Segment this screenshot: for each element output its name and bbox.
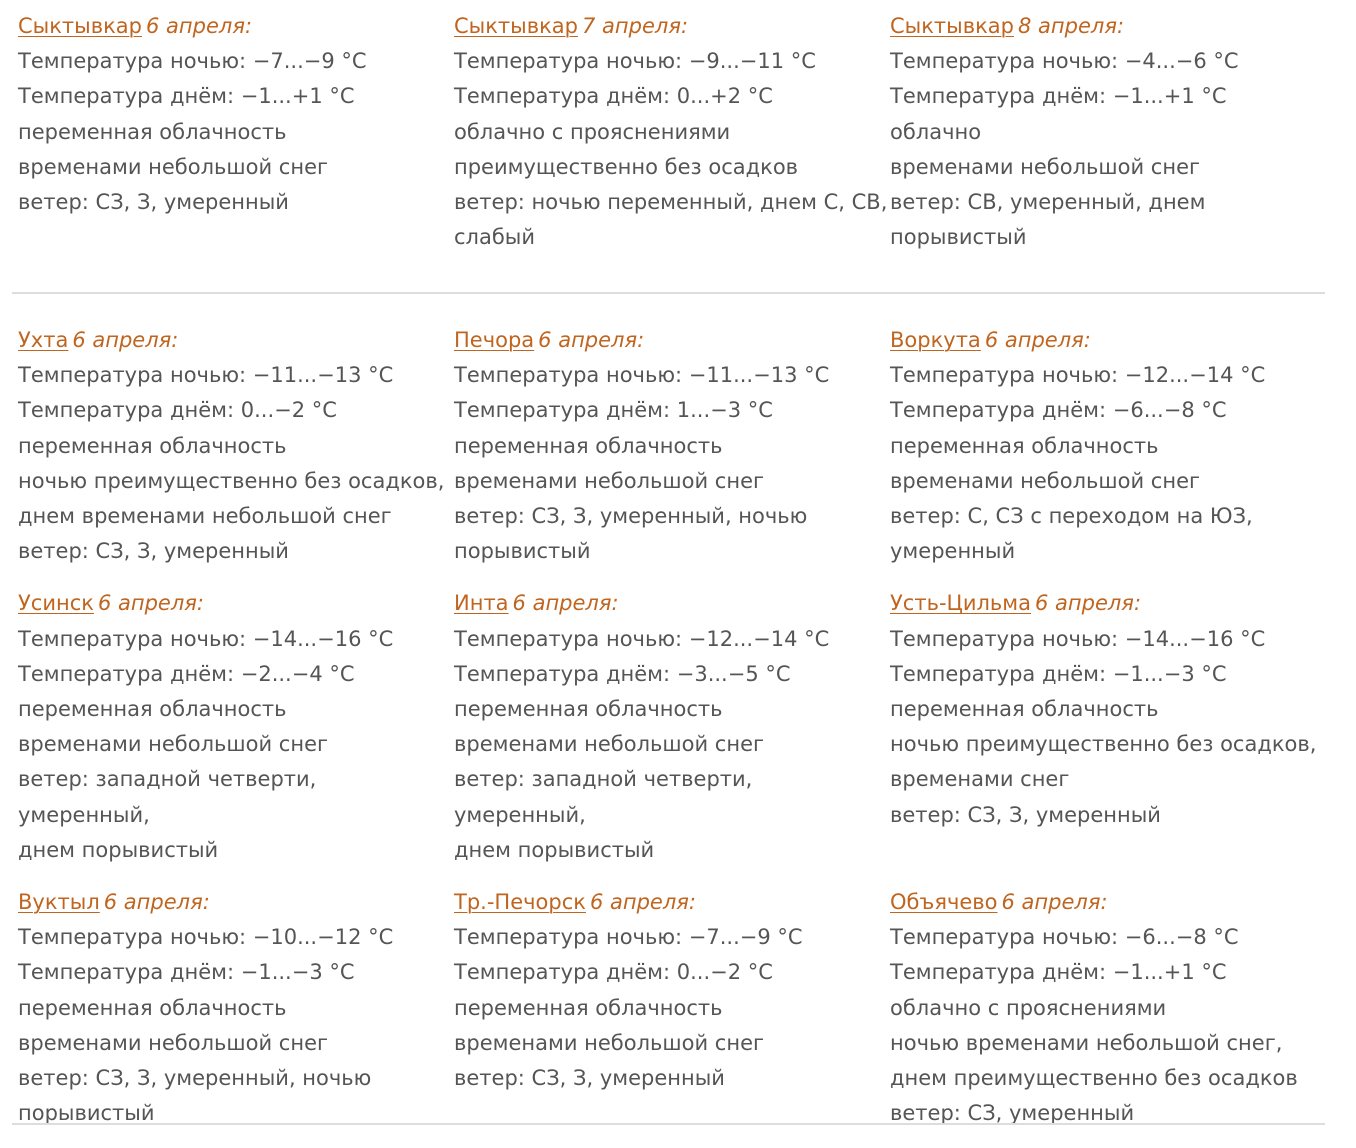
forecast-section-syktyvkar: [18, 9, 1338, 272]
forecast-card: [454, 323, 890, 569]
forecast-section-regions: [18, 323, 1338, 1148]
day-temperature: Температура днём: −3...−5 °С: [454, 661, 791, 686]
forecast-line: ветер: СЗ, З, умеренный, ночью: [454, 504, 808, 529]
city-link[interactable]: Сыктывкар: [890, 14, 1015, 38]
forecast-line: облачно с прояснениями: [454, 119, 731, 144]
forecast-line: ветер: СЗ, З, умеренный, ночью: [18, 1066, 372, 1091]
forecast-line: слабый: [454, 225, 536, 250]
day-temperature: Температура днём: 0...−2 °С: [18, 398, 337, 423]
forecast-date: 7 апреля:: [582, 14, 689, 38]
forecast-line: временами небольшой снег: [454, 1030, 765, 1055]
night-temperature: Температура ночью: −11...−13 °С: [454, 363, 830, 388]
forecast-line: ветер: СЗ, З, умеренный: [890, 802, 1161, 827]
forecast-line: порывистый: [454, 539, 591, 564]
city-link[interactable]: Воркута: [890, 328, 981, 352]
night-temperature: Температура ночью: −14...−16 °С: [890, 626, 1266, 651]
forecast-line: днем временами небольшой снег: [18, 504, 392, 529]
forecast-line: ветер: С, СЗ с переходом на ЮЗ,: [890, 504, 1253, 529]
forecast-date: 6 апреля:: [1035, 591, 1142, 616]
forecast-line: временами небольшой снег: [890, 154, 1201, 179]
night-temperature: Температура ночью: −7...−9 °С: [18, 49, 367, 74]
city-link[interactable]: Сыктывкар: [18, 14, 143, 38]
forecast-card: [18, 586, 454, 868]
forecast-line: временами небольшой снег: [18, 732, 329, 757]
forecast-line: переменная облачность: [454, 697, 723, 722]
forecast-card-header: [890, 586, 1326, 621]
day-temperature: Температура днём: 0...−2 °С: [454, 960, 773, 985]
day-temperature: Температура днём: −1...+1 °С: [890, 960, 1227, 985]
forecast-date: 6 апреля:: [146, 14, 253, 38]
city-link[interactable]: Объячево: [890, 890, 998, 915]
forecast-line: ветер: СВ, умеренный, днем: [890, 190, 1206, 215]
night-temperature: Температура ночью: −7...−9 °С: [454, 925, 803, 950]
forecast-card-header: [18, 885, 454, 920]
forecast-line: ночью преимущественно без осадков,: [890, 732, 1317, 757]
city-link[interactable]: Вуктыл: [18, 890, 100, 915]
city-link[interactable]: Ухта: [18, 328, 69, 352]
forecast-card-header: [454, 586, 890, 621]
city-link[interactable]: Печора: [454, 328, 535, 352]
forecast-date: 6 апреля:: [512, 591, 619, 616]
night-temperature: Температура ночью: −6...−8 °С: [890, 925, 1239, 950]
night-temperature: Температура ночью: −9...−11 °С: [454, 49, 816, 74]
forecast-line: ветер: западной четверти, умеренный,: [454, 767, 753, 827]
night-temperature: Температура ночью: −12...−14 °С: [890, 363, 1266, 388]
forecast-line: ночью преимущественно без осадков,: [18, 468, 445, 493]
forecast-card: [890, 885, 1326, 1131]
night-temperature: Температура ночью: −11...−13 °С: [18, 363, 394, 388]
forecast-line: порывистый: [18, 1101, 155, 1126]
forecast-line: ветер: СЗ, умеренный: [890, 1101, 1135, 1126]
forecast-line: умеренный: [890, 539, 1016, 564]
forecast-line: ветер: СЗ, З, умеренный: [18, 190, 289, 215]
forecast-line: переменная облачность: [454, 433, 723, 458]
forecast-card: [18, 885, 454, 1131]
forecast-line: днем порывистый: [18, 837, 219, 862]
forecast-line: ветер: западной четверти, умеренный,: [18, 767, 317, 827]
forecast-line: переменная облачность: [454, 995, 723, 1020]
forecast-date: 6 апреля:: [72, 328, 179, 352]
forecast-card-header: [18, 9, 454, 44]
forecast-line: временами снег: [890, 767, 1070, 792]
forecast-line: переменная облачность: [890, 697, 1159, 722]
day-temperature: Температура днём: −1...−3 °С: [890, 661, 1227, 686]
forecast-line: временами небольшой снег: [890, 468, 1201, 493]
forecast-line: ветер: СЗ, З, умеренный: [454, 1066, 725, 1091]
city-link[interactable]: Усть-Цильма: [890, 591, 1031, 616]
forecast-card-header: [454, 9, 890, 44]
forecast-date: 6 апреля:: [103, 890, 210, 915]
forecast-date: 6 апреля:: [589, 890, 696, 915]
forecast-line: порывистый: [890, 225, 1027, 250]
section-divider: [12, 292, 1325, 294]
day-temperature: Температура днём: 1...−3 °С: [454, 398, 773, 423]
forecast-card: [890, 9, 1326, 255]
section-divider: [12, 1123, 1325, 1125]
forecast-line: преимущественно без осадков: [454, 154, 799, 179]
day-temperature: Температура днём: −1...−3 °С: [18, 960, 355, 985]
forecast-card-header: [890, 323, 1326, 358]
forecast-card: [18, 9, 454, 255]
forecast-card-header: [454, 323, 890, 358]
forecast-card: [890, 323, 1326, 569]
forecast-line: временами небольшой снег: [454, 732, 765, 757]
forecast-card: [18, 323, 454, 569]
forecast-card-header: [890, 9, 1326, 44]
forecast-card-header: [890, 885, 1326, 920]
day-temperature: Температура днём: −1...+1 °С: [18, 84, 355, 109]
city-link[interactable]: Тр.-Печорск: [454, 890, 586, 915]
forecast-card: [454, 885, 890, 1131]
forecast-date: 8 апреля:: [1018, 14, 1125, 38]
forecast-card: [454, 586, 890, 868]
day-temperature: Температура днём: −2...−4 °С: [18, 661, 355, 686]
forecast-line: временами небольшой снег: [454, 468, 765, 493]
day-temperature: Температура днём: −6...−8 °С: [890, 398, 1227, 423]
night-temperature: Температура ночью: −10...−12 °С: [18, 925, 394, 950]
forecast-card-header: [18, 323, 454, 358]
forecast-line: переменная облачность: [890, 433, 1159, 458]
forecast-line: облачно с прояснениями: [890, 995, 1167, 1020]
forecast-line: переменная облачность: [18, 433, 287, 458]
forecast-date: 6 апреля:: [984, 328, 1091, 352]
forecast-line: переменная облачность: [18, 119, 287, 144]
forecast-line: временами небольшой снег: [18, 154, 329, 179]
forecast-line: днем порывистый: [454, 837, 655, 862]
night-temperature: Температура ночью: −4...−6 °С: [890, 49, 1239, 74]
forecast-line: переменная облачность: [18, 995, 287, 1020]
city-link[interactable]: Усинск: [18, 591, 94, 616]
forecast-line: ночью временами небольшой снег,: [890, 1030, 1283, 1055]
forecast-date: 6 апреля:: [538, 328, 645, 352]
forecast-card: [890, 586, 1326, 868]
forecast-date: 6 апреля:: [97, 591, 204, 616]
forecast-card: [454, 9, 890, 255]
day-temperature: Температура днём: −1...+1 °С: [890, 84, 1227, 109]
night-temperature: Температура ночью: −14...−16 °С: [18, 626, 394, 651]
forecast-card-header: [454, 885, 890, 920]
forecast-date: 6 апреля:: [1001, 890, 1108, 915]
forecast-line: ветер: СЗ, З, умеренный: [18, 539, 289, 564]
forecast-line: переменная облачность: [18, 697, 287, 722]
forecast-line: временами небольшой снег: [18, 1030, 329, 1055]
city-link[interactable]: Сыктывкар: [454, 14, 579, 38]
forecast-line: ветер: ночью переменный, днем С, СВ,: [454, 190, 888, 215]
day-temperature: Температура днём: 0...+2 °С: [454, 84, 773, 109]
forecast-card-header: [18, 586, 454, 621]
night-temperature: Температура ночью: −12...−14 °С: [454, 626, 830, 651]
forecast-line: днем преимущественно без осадков: [890, 1066, 1298, 1091]
forecast-line: облачно: [890, 119, 982, 144]
city-link[interactable]: Инта: [454, 591, 509, 616]
